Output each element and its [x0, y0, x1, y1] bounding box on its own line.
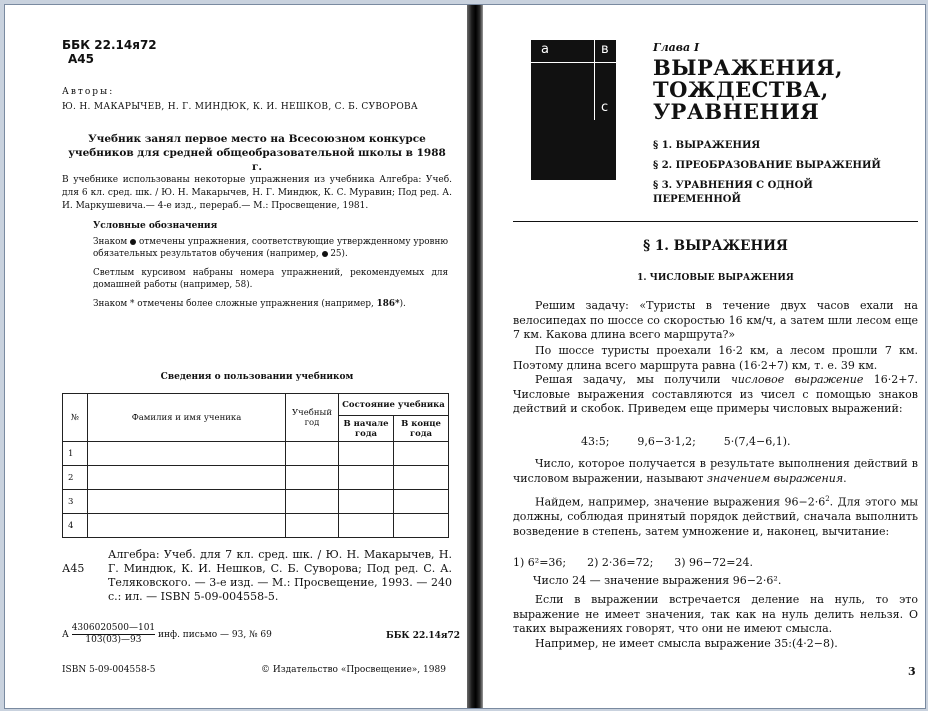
chapter-emblem: [531, 40, 616, 180]
col-header-end: В конце года: [394, 416, 449, 442]
chapter-title-line: ТОЖДЕСТВА,: [653, 77, 829, 102]
paragraph: По шоссе туристы проехали 16·2 км, а лесом прошли 7 км. Поэтому длина всего маршрута равна (16·2+7) км, т. е. 39 км.: [513, 344, 918, 372]
col-header-start: В начале года: [339, 416, 394, 442]
index-suffix: инф. письмо — 93, № 69: [158, 630, 272, 640]
authors-label: Авторы:: [62, 87, 115, 97]
book-gutter: [467, 5, 483, 708]
divider: [513, 221, 918, 222]
usage-note: В учебнике использованы некоторые упражнения из учебника Алгебра: Учеб. для 6 кл. сред. шк. / Ю. Н. Макарычев, Н. Г. Миндюк, К. С. Муравин; Под ред. А. И. Маркушевича.— 4-е изд., перераб.— М.: Просвещение, 1981.: [62, 175, 452, 211]
text: Найдем, например, значение выражения 96−2·6: [535, 495, 826, 509]
legend-text: ).: [399, 299, 406, 309]
table-row: [63, 514, 449, 538]
chapter-title: [653, 57, 843, 123]
bullet-icon: [130, 239, 136, 245]
section-title: § 1. ВЫРАЖЕНИЯ: [643, 238, 788, 254]
text: .: [843, 471, 847, 485]
toc-item[interactable]: § 2. ПРЕОБРАЗОВАНИЕ ВЫРАЖЕНИЙ: [653, 160, 881, 171]
term: числовое выражение: [730, 373, 864, 386]
legend-text: 25).: [330, 249, 348, 259]
bbk-code-bottom: ББК 22.14я72: [386, 631, 461, 641]
col-header-state: Состояние учебника: [339, 394, 449, 416]
index-prefix: А: [62, 630, 69, 640]
row-number: 1: [63, 442, 88, 466]
index-numerator: 4306020500—101: [71, 623, 156, 633]
emblem-letter: c: [601, 100, 609, 115]
row-number: 4: [63, 514, 88, 538]
isbn-footer: ISBN 5-09-004558-5: [62, 665, 156, 675]
legend-text: Знаком * отмечены более сложные упражнения (например,: [93, 299, 374, 309]
result-line: Число 24 — значение выражения 96−2·6².: [533, 574, 782, 587]
author-mark: А45: [68, 52, 94, 66]
right-page: [483, 5, 925, 708]
toc-item[interactable]: § 3. УРАВНЕНИЯ С ОДНОЙ ПЕРЕМЕННОЙ: [653, 180, 813, 205]
subsection-title: 1. ЧИСЛОВЫЕ ВЫРАЖЕНИЯ: [637, 273, 794, 283]
paragraph: [513, 373, 918, 417]
formula: 43:5; 9,6−3·1,2; 5·(7,4−6,1).: [581, 435, 791, 448]
legend-title: Условные обозначения: [93, 221, 218, 231]
chapter-title-line: ВЫРАЖЕНИЯ,: [653, 55, 843, 80]
table-row: [63, 442, 449, 466]
table-row: [63, 466, 449, 490]
catalog-text: Алгебра: Учеб. для 7 кл. сред. шк. / Ю. Н. Макарычев, Н. Г. Миндюк, К. И. Нешков, С. Б. Суворова; Под ред. С. А. Теляковского. — 3-е изд. — М.: Просвещение, 1993. — 240 с.: ил. — ISBN 5-09-004558-5.: [108, 548, 452, 603]
legend-text: Знаком: [93, 237, 128, 247]
legend-item-homework: Светлым курсивом набраны номера упражнений, рекомендуемых для домашней работы (например, 58).: [93, 268, 448, 290]
legend-text: отмечены упражнения, соответствующие утвержденному уровню обязательных результатов обучения (например,: [93, 237, 449, 259]
text: Число, которое получается в результате выполнения действий в числовом выражении, называют: [513, 457, 918, 485]
index-denominator: 103(03)—93: [85, 635, 142, 645]
paragraph: [513, 492, 918, 539]
superscript: 2: [825, 495, 830, 503]
catalog-code: А45: [62, 562, 85, 575]
table-title: Сведения о пользовании учебником: [160, 372, 354, 382]
bbk-code: ББК 22.14я72: [62, 38, 157, 52]
chapter-label: Глава I: [653, 41, 700, 54]
usage-table: [62, 393, 449, 538]
table-row: [63, 490, 449, 514]
term: значением выражения: [706, 471, 844, 485]
bbk-code-block: [62, 38, 157, 66]
text: 16·2+7. Числовые выражения составляются из чисел с помощью знаков действий и скобок. Приведем еще примеры числовых выражений:: [513, 373, 919, 416]
legend-example: 186*: [376, 299, 400, 309]
index-fraction: [72, 623, 155, 646]
publication-index: [62, 623, 272, 646]
catalog-card: [62, 548, 452, 604]
row-number: 3: [63, 490, 88, 514]
document-viewer[interactable]: [4, 4, 926, 709]
row-number: 2: [63, 466, 88, 490]
emblem-letter: a: [541, 42, 549, 57]
paragraph: [513, 457, 918, 486]
left-page: [5, 5, 467, 708]
text: . Для этого мы должны, соблюдая принятый порядок действий, сначала выполнить возведение в степень, затем умножение и, наконец, вычитание:: [513, 495, 918, 538]
page-number: 3: [908, 665, 916, 678]
paragraph: Решим задачу: «Туристы в течение двух часов ехали на велосипедах по шоссе со скоростью 16 км/ч, а затем шли лесом еще 7 км. Какова длина всего маршрута?»: [513, 299, 918, 342]
col-header-name: Фамилия и имя ученика: [88, 394, 286, 442]
emblem-letter: в: [601, 42, 609, 57]
authors: Ю. Н. МАКАРЫЧЕВ, Н. Г. МИНДЮК, К. И. НЕШКОВ, С. Б. СУВОРОВА: [62, 102, 419, 112]
paragraph: Например, не имеет смысла выражение 35:(4·2−8).: [535, 637, 838, 650]
text: Решая задачу, мы получили: [535, 373, 721, 386]
toc-item[interactable]: § 1. ВЫРАЖЕНИЯ: [653, 140, 761, 151]
paragraph: Если в выражении встречается деление на нуль, то это выражение не имеет значения, так как на нуль делить нельзя. О таких выражениях говорят, что они не имеют смысла.: [513, 593, 918, 636]
chapter-title-line: УРАВНЕНИЯ: [653, 99, 820, 124]
publisher-copyright: © Издательство «Просвещение», 1989: [261, 665, 446, 675]
bullet-icon: [322, 251, 328, 257]
legend-item-required: [93, 236, 448, 260]
legend-item-hard: [93, 298, 448, 310]
col-header-no: №: [63, 394, 88, 442]
col-header-year: Учебный год: [286, 394, 339, 442]
calculation-steps: 1) 6²=36; 2) 2·36=72; 3) 96−72=24.: [513, 556, 753, 569]
award-note: Учебник занял первое место на Всесоюзном конкурсе учебников для средней общеобразовательной школы в 1988 г.: [68, 133, 446, 173]
